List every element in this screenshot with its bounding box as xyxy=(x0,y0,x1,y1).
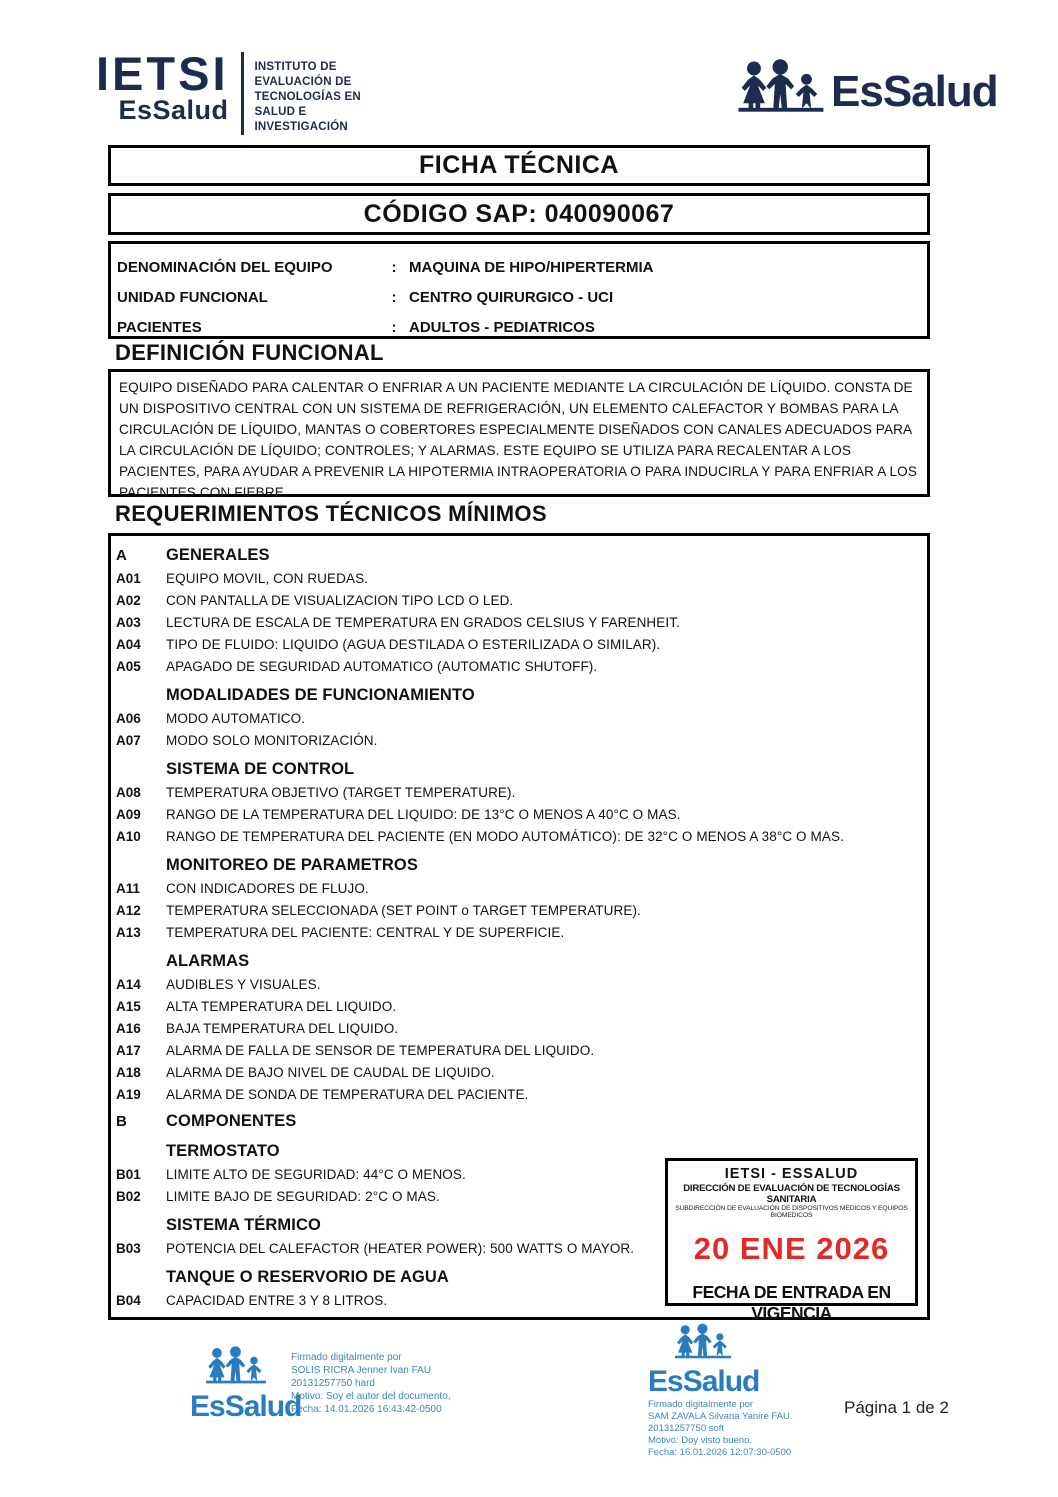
stamp-subdirection: SUBDIRECCIÓN DE EVALUACIÓN DE DISPOSITIVOS MEDICOS Y EQUIPOS BIOMEDICOS xyxy=(675,1205,908,1219)
validity-stamp xyxy=(665,1158,918,1323)
requirement-text: SISTEMA DE CONTROL xyxy=(166,760,355,778)
requirement-text: TANQUE O RESERVORIO DE AGUA xyxy=(166,1268,449,1286)
signature-left xyxy=(190,1345,451,1422)
requirement-text: CAPACIDAD ENTRE 3 Y 8 LITROS. xyxy=(166,1292,388,1308)
info-row-denominacion xyxy=(117,252,921,282)
requirement-code: A17 xyxy=(116,1042,141,1058)
requirement-code: A19 xyxy=(116,1086,141,1102)
info-row-unidad xyxy=(117,282,921,312)
requirement-code: A05 xyxy=(116,658,141,674)
definition-box xyxy=(108,369,930,500)
requirement-row xyxy=(111,729,927,751)
requirement-text: RANGO DE LA TEMPERATURA DEL LIQUIDO: DE 13°C O MENOS A 40°C O MAS. xyxy=(166,806,681,822)
requirement-text: POTENCIA DEL CALEFACTOR (HEATER POWER): 500 WATTS O MAYOR. xyxy=(166,1240,635,1256)
requirement-row xyxy=(111,1083,927,1105)
family-icon xyxy=(737,58,825,116)
stamp-direction: DIRECCIÓN DE EVALUACIÓN DE TECNOLOGÍAS SANITARIA xyxy=(683,1183,900,1205)
signature-right xyxy=(648,1322,818,1459)
requirement-code: A08 xyxy=(116,784,141,800)
requirement-text: MODO SOLO MONITORIZACIÓN. xyxy=(166,732,378,748)
essalud-logo-signature xyxy=(648,1322,758,1397)
requirement-code: B04 xyxy=(116,1292,141,1308)
requirement-row xyxy=(111,567,927,589)
requirement-row xyxy=(111,995,927,1017)
requirement-code: A06 xyxy=(116,710,141,726)
requirement-text: CON INDICADORES DE FLUJO. xyxy=(166,880,369,896)
requirement-row xyxy=(111,899,927,921)
requirement-row xyxy=(111,611,927,633)
requirement-code: B03 xyxy=(116,1240,141,1256)
requirement-text: TEMPERATURA SELECCIONADA (SET POINT o TARGET TEMPERATURE). xyxy=(166,902,641,918)
info-separator: : xyxy=(391,288,397,306)
requirement-code: A04 xyxy=(116,636,141,652)
requirement-code: A14 xyxy=(116,976,141,992)
info-label: DENOMINACIÓN DEL EQUIPO xyxy=(117,258,333,276)
requirement-text: MODALIDADES DE FUNCIONAMIENTO xyxy=(166,686,475,704)
requirement-text: TIPO DE FLUIDO: LIQUIDO (AGUA DESTILADA O ESTERILIZADA O SIMILAR). xyxy=(166,636,661,652)
requirement-code: B02 xyxy=(116,1188,141,1204)
definition-heading: DEFINICIÓN FUNCIONAL xyxy=(115,340,384,365)
requirement-row xyxy=(111,707,927,729)
family-icon xyxy=(674,1322,732,1362)
requirement-row xyxy=(111,655,927,677)
essalud-logo xyxy=(737,58,998,116)
info-separator: : xyxy=(391,318,397,336)
ietsi-institute-text: INSTITUTO DE EVALUACIÓN DE TECNOLOGÍAS EN SALUD E INVESTIGACIÓN xyxy=(254,61,361,133)
requirement-text: COMPONENTES xyxy=(166,1112,297,1130)
requirement-heading-row xyxy=(111,751,927,781)
requirement-text: BAJA TEMPERATURA DEL LIQUIDO. xyxy=(166,1020,399,1036)
stamp-title: IETSI - ESSALUD xyxy=(724,1166,859,1182)
requirement-code: A07 xyxy=(116,732,141,748)
requirement-code: A xyxy=(116,547,127,564)
essalud-wordmark: EsSalud xyxy=(831,67,998,116)
signature-text: Firmado digitalmente por SAM ZAVALA Silvana Yanire FAU 20131257750 soft Motivo: Doy visto bueno. Fecha: 16.01.2026 12:07:30-0500 xyxy=(648,1399,792,1458)
signature-text: Firmado digitalmente por SOLIS RICRA Jenner Ivan FAU 20131257750 hard Motivo: Soy el autor del documento, Fecha: 14.01.2026 16:43:42-0500 xyxy=(291,1352,451,1415)
requirement-row xyxy=(111,1017,927,1039)
requirement-text: EQUIPO MOVIL, CON RUEDAS. xyxy=(166,570,369,586)
requirement-heading-row xyxy=(111,677,927,707)
essalud-wordmark: EsSalud xyxy=(190,1390,302,1423)
requirement-code: A16 xyxy=(116,1020,141,1036)
info-label: PACIENTES xyxy=(117,318,202,336)
page-number: Página 1 de 2 xyxy=(844,1398,949,1417)
requirement-text: ALARMA DE BAJO NIVEL DE CAUDAL DE LIQUIDO. xyxy=(166,1064,495,1080)
page-title: FICHA TÉCNICA xyxy=(418,151,619,179)
requirement-heading-row xyxy=(111,847,927,877)
main-title-box xyxy=(108,145,930,186)
info-separator: : xyxy=(391,258,397,276)
info-value: MAQUINA DE HIPO/HIPERTERMIA xyxy=(409,258,654,276)
requirement-code: A01 xyxy=(116,570,141,586)
essalud-logo-signature xyxy=(190,1345,302,1423)
requirement-text: TERMOSTATO xyxy=(166,1142,280,1160)
requirement-row xyxy=(111,973,927,995)
requirement-code: A12 xyxy=(116,902,141,918)
sap-code-box xyxy=(108,193,930,235)
definition-text: EQUIPO DISEÑADO PARA CALENTAR O ENFRIAR A UN PACIENTE MEDIANTE LA CIRCULACIÓN DE LÍQUIDO. CONSTA DE UN DISPOSITIVO CENTRAL CON UN SISTEMA DE REFRIGERACIÓN, UN ELEMENTO CALEFACTOR Y BOMBAS PARA LA CIRCULACIÓN DE LÍQUIDO, MANTAS O COBERTORES ESPECIALMENTE DISEÑADOS CON CANALES ADECUADOS PARA LA CIRCULACIÓN DE LÍQUIDO; CONTROLES; Y ALARMAS. ESTE EQUIPO SE UTILIZA PARA RECALENTAR A LOS PACIENTES, PARA AYUDAR A PREVENIR LA HIPOTERMIA INTRAOPERATORIA O PARA INDUCIRLA Y PARA ENFRIAR A LOS PACIENTES CON FIEBRE. xyxy=(119,380,918,500)
info-row-pacientes xyxy=(117,312,921,342)
ietsi-brand: EsSalud xyxy=(118,94,229,125)
requirement-row xyxy=(111,1061,927,1083)
requirement-row xyxy=(111,589,927,611)
family-icon xyxy=(205,1345,267,1387)
requirement-text: GENERALES xyxy=(166,546,270,564)
requirement-text: LIMITE BAJO DE SEGURIDAD: 2°C O MAS. xyxy=(166,1188,440,1204)
requirement-heading-row xyxy=(111,539,927,567)
requirement-code: A02 xyxy=(116,592,141,608)
requirement-code: A15 xyxy=(116,998,141,1014)
requirement-row xyxy=(111,803,927,825)
requirement-code: A09 xyxy=(116,806,141,822)
stamp-caption: FECHA DE ENTRADA EN VIGENCIA xyxy=(692,1282,891,1323)
info-value: ADULTOS - PEDIATRICOS xyxy=(409,318,595,336)
requirement-text: TEMPERATURA OBJETIVO (TARGET TEMPERATURE). xyxy=(166,784,516,800)
requirement-row xyxy=(111,825,927,847)
requirement-text: SISTEMA TÉRMICO xyxy=(166,1216,321,1234)
requirement-text: ALTA TEMPERATURA DEL LIQUIDO. xyxy=(166,998,397,1014)
requirement-code: A13 xyxy=(116,924,141,940)
requirement-text: MODO AUTOMATICO. xyxy=(166,710,306,726)
requirement-code: A03 xyxy=(116,614,141,630)
requirement-text: TEMPERATURA DEL PACIENTE: CENTRAL Y DE SUPERFICIE. xyxy=(166,924,565,940)
requirement-row xyxy=(111,1039,927,1061)
requirement-text: CON PANTALLA DE VISUALIZACION TIPO LCD O LED. xyxy=(166,592,514,608)
requirement-row xyxy=(111,781,927,803)
requirement-text: MONITOREO DE PARAMETROS xyxy=(166,856,418,874)
requirement-code: B xyxy=(116,1113,127,1130)
requirement-text: ALARMA DE FALLA DE SENSOR DE TEMPERATURA DEL LIQUIDO. xyxy=(166,1042,595,1058)
essalud-wordmark: EsSalud xyxy=(648,1365,760,1398)
requirement-text: LIMITE ALTO DE SEGURIDAD: 44°C O MENOS. xyxy=(166,1166,466,1182)
requirement-code: B01 xyxy=(116,1166,141,1182)
requirement-text: RANGO DE TEMPERATURA DEL PACIENTE (EN MODO AUTOMÁTICO): DE 32°C O MENOS A 38°C O MAS. xyxy=(166,828,844,844)
info-value: CENTRO QUIRURGICO - UCI xyxy=(409,288,614,306)
ietsi-acronym: IETSI xyxy=(96,47,229,100)
equipment-info-box xyxy=(108,241,930,339)
requirement-heading-row xyxy=(111,943,927,973)
info-label: UNIDAD FUNCIONAL xyxy=(117,288,268,306)
requirement-text: ALARMAS xyxy=(166,952,250,970)
requirement-text: AUDIBLES Y VISUALES. xyxy=(166,976,321,992)
requirement-text: ALARMA DE SONDA DE TEMPERATURA DEL PACIENTE. xyxy=(166,1086,529,1102)
requirement-text: APAGADO DE SEGURIDAD AUTOMATICO (AUTOMATIC SHUTOFF). xyxy=(166,658,598,674)
requirement-row xyxy=(111,921,927,943)
requirement-row xyxy=(111,877,927,899)
requirement-code: A10 xyxy=(116,828,141,844)
stamp-date: 20 ENE 2026 xyxy=(693,1231,890,1266)
requirement-heading-row xyxy=(111,1105,927,1133)
requirement-row xyxy=(111,633,927,655)
ietsi-logo xyxy=(96,47,361,135)
requirement-text: LECTURA DE ESCALA DE TEMPERATURA EN GRADOS CELSIUS Y FARENHEIT. xyxy=(166,614,680,630)
requirement-code: A11 xyxy=(116,880,141,896)
requirements-heading: REQUERIMIENTOS TÉCNICOS MÍNIMOS xyxy=(115,501,547,526)
sap-code: CÓDIGO SAP: 040090067 xyxy=(363,199,675,228)
requirement-code: A18 xyxy=(116,1064,141,1080)
